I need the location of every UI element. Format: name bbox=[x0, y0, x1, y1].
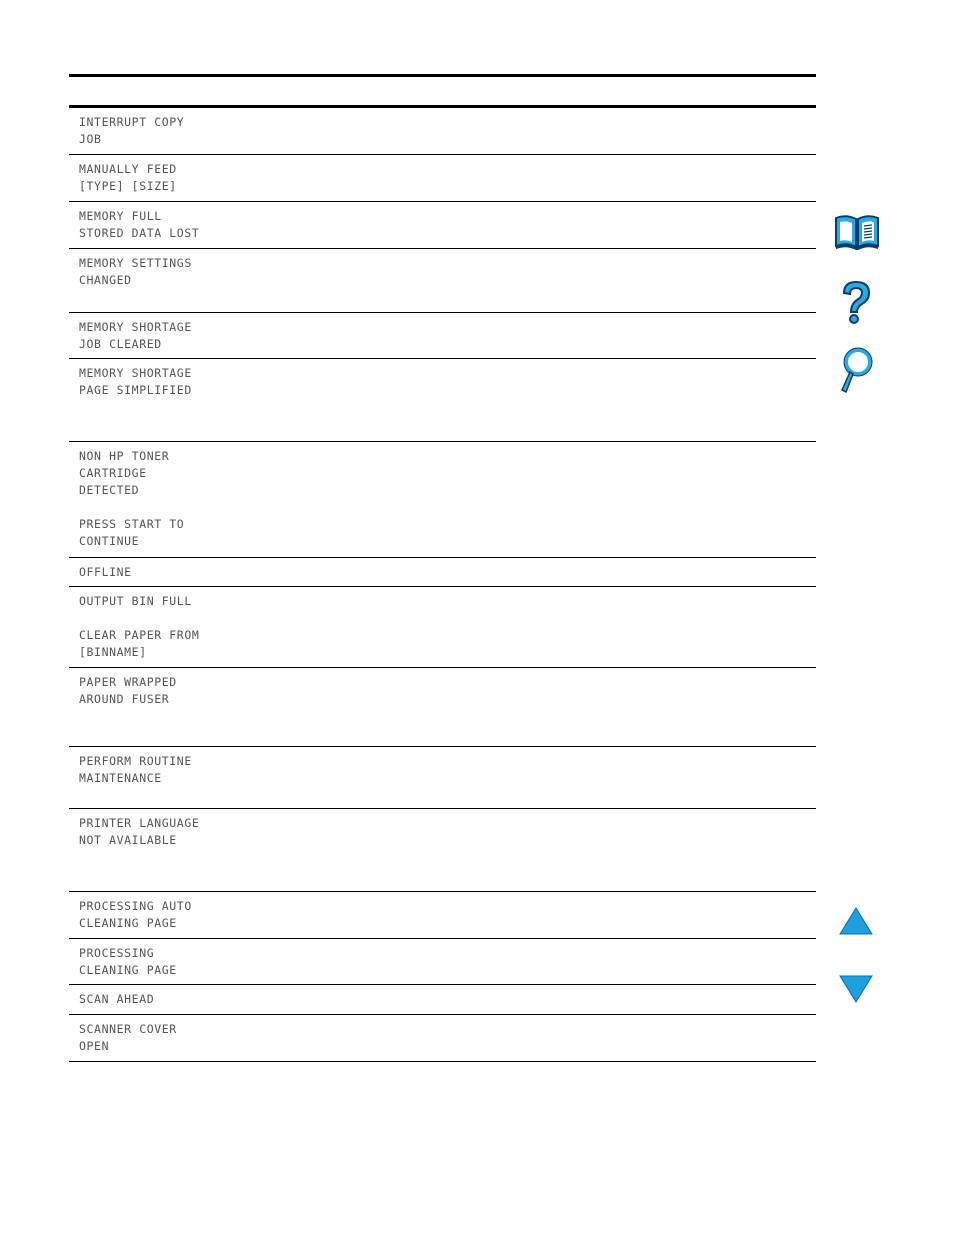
table-row bbox=[69, 747, 816, 809]
message-text-line: PRESS START TO bbox=[79, 517, 185, 531]
message-text-line: CLEAR PAPER FROM bbox=[79, 628, 200, 642]
message-text-line: MEMORY SHORTAGE bbox=[79, 320, 192, 334]
message-text-line: DETECTED bbox=[79, 483, 140, 497]
message-text-line: PERFORM ROUTINE bbox=[79, 754, 192, 768]
table-row bbox=[69, 809, 816, 892]
message-text-line bbox=[79, 499, 816, 516]
message-text-line: MEMORY FULL bbox=[79, 209, 162, 223]
message-text-line: SCANNER COVER bbox=[79, 1022, 177, 1036]
message-text-line: [BINNAME] bbox=[79, 645, 147, 659]
message-table bbox=[69, 105, 816, 1062]
message-text-line bbox=[79, 610, 816, 627]
table-row bbox=[69, 359, 816, 442]
message-text-line: MEMORY SHORTAGE bbox=[79, 366, 192, 380]
message-text-line: JOB bbox=[79, 132, 102, 146]
message-text-line: OUTPUT BIN FULL bbox=[79, 594, 192, 608]
message-text-line: SCAN AHEAD bbox=[79, 992, 155, 1006]
table-row bbox=[69, 442, 816, 558]
message-text-line: AROUND FUSER bbox=[79, 692, 170, 706]
message-text-line: CLEANING PAGE bbox=[79, 963, 177, 977]
table-row bbox=[69, 155, 816, 202]
help-icon[interactable] bbox=[838, 279, 874, 325]
table-row bbox=[69, 668, 816, 747]
message-text-line: MAINTENANCE bbox=[79, 771, 162, 785]
arrow-down-icon[interactable] bbox=[838, 974, 874, 1004]
table-row bbox=[69, 313, 816, 359]
message-text-line: INTERRUPT COPY bbox=[79, 115, 185, 129]
search-icon[interactable] bbox=[838, 346, 874, 394]
table-row bbox=[69, 587, 816, 668]
message-text-line: CARTRIDGE bbox=[79, 466, 147, 480]
message-text-line: PAGE SIMPLIFIED bbox=[79, 383, 192, 397]
header-rule bbox=[69, 74, 816, 77]
table-row bbox=[69, 558, 816, 587]
message-text-line: PAPER WRAPPED bbox=[79, 675, 177, 689]
table-row bbox=[69, 1015, 816, 1062]
arrow-up-icon[interactable] bbox=[838, 906, 874, 936]
message-text-line: [TYPE] [SIZE] bbox=[79, 179, 177, 193]
message-text-line: CLEANING PAGE bbox=[79, 916, 177, 930]
book-icon[interactable] bbox=[834, 213, 880, 251]
table-row bbox=[69, 892, 816, 939]
table-row bbox=[69, 108, 816, 155]
message-text-line: PROCESSING bbox=[79, 946, 155, 960]
message-text-line: CHANGED bbox=[79, 273, 132, 287]
message-text-line: PROCESSING AUTO bbox=[79, 899, 192, 913]
message-text-line: NON HP TONER bbox=[79, 449, 170, 463]
message-text-line: PRINTER LANGUAGE bbox=[79, 816, 200, 830]
message-text-line: MEMORY SETTINGS bbox=[79, 256, 192, 270]
table-row bbox=[69, 202, 816, 249]
table-row bbox=[69, 249, 816, 313]
message-text-line: CONTINUE bbox=[79, 534, 140, 548]
message-text-line: NOT AVAILABLE bbox=[79, 833, 177, 847]
message-text-line: STORED DATA LOST bbox=[79, 226, 200, 240]
table-row bbox=[69, 985, 816, 1015]
message-text-line: OPEN bbox=[79, 1039, 110, 1053]
table-row bbox=[69, 939, 816, 985]
message-text-line: JOB CLEARED bbox=[79, 337, 162, 351]
message-text-line: OFFLINE bbox=[79, 565, 132, 579]
message-text-line: MANUALLY FEED bbox=[79, 162, 177, 176]
